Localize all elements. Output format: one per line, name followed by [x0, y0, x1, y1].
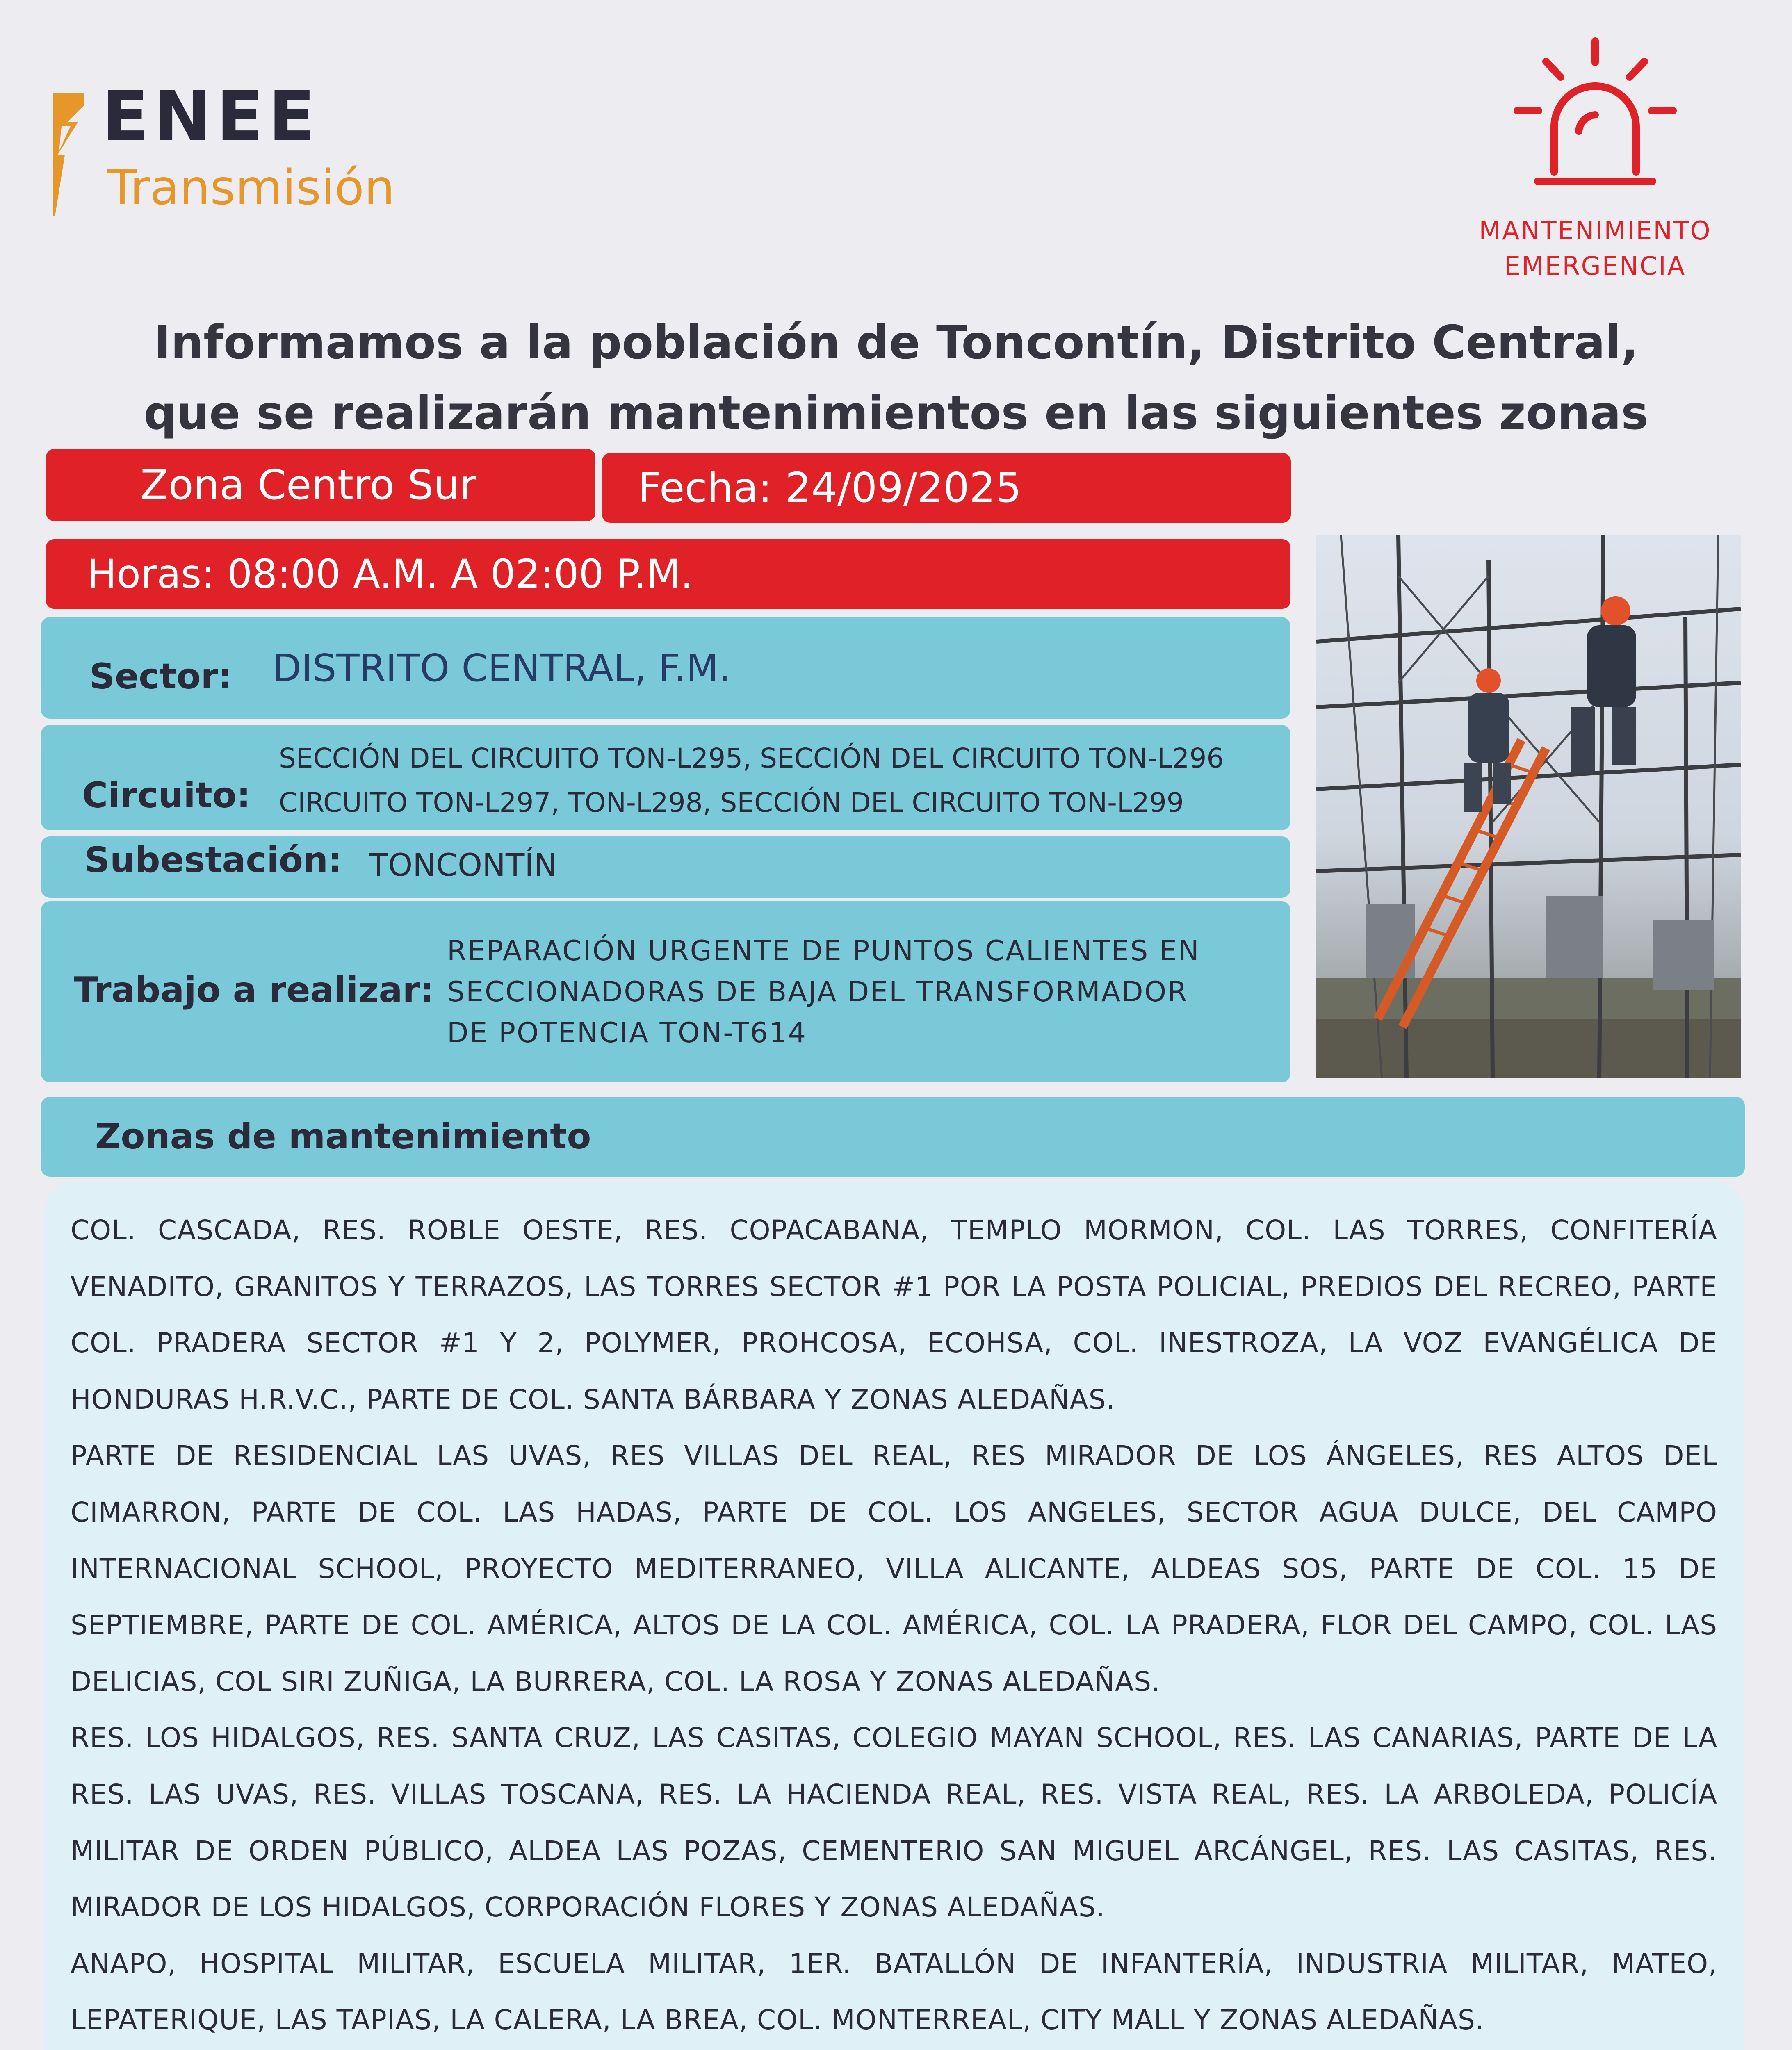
zona-badge: Zona Centro Sur — [46, 449, 595, 521]
zonas-panel — [43, 1181, 1744, 2050]
zonas-paragraph: PARTE DE RESIDENCIAL LAS UVAS, RES VILLAS DEL REAL, RES MIRADOR DE LOS ÁNGELES, RES ALTOS DEL CIMARRON, PARTE DE COL. LAS HADAS, PARTE DE COL. LOS ANGELES, SECTOR AGUA DULCE, DEL CAMPO INTERNACIONAL SCHOOL, PROYECTO MEDITERRANEO, VILLA ALICANTE, ALDEAS SOS, PARTE DE COL. 15 DE SEPTIEMBRE, PARTE DE COL. AMÉRICA, ALTOS DE LA COL. AMÉRICA, COL. LA PRADERA, FLOR DEL CAMPO, COL. LAS DELICIAS, COL SIRI ZUÑIGA, LA BURRERA, COL. LA ROSA Y ZONAS ALEDAÑAS. — [71, 1440, 1717, 1697]
subestacion-value: TONCONTÍN — [369, 847, 557, 883]
brand-subtitle: Transmisión — [107, 159, 395, 216]
trabajo-label: Trabajo a realizar: — [74, 970, 434, 1011]
zonas-paragraph: COL. CASCADA, RES. ROBLE OESTE, RES. COPACABANA, TEMPLO MORMON, COL. LAS TORRES, CONFITERÍA VENADITO, GRANITOS Y TERRAZOS, LAS TORRES SECTOR #1 POR LA POSTA POLICIAL, PREDIOS DEL RECREO, PARTE COL. PRADERA SECTOR #1 Y 2, POLYMER, PROHCOSA, ECOHSA, COL. INESTROZA, LA VOZ EVANGÉLICA DE HONDURAS H.R.V.C., PARTE DE COL. SANTA BÁRBARA Y ZONAS ALEDAÑAS. — [71, 1214, 1717, 1415]
circuito-line-1: SECCIÓN DEL CIRCUITO TON-L295, SECCIÓN DEL CIRCUITO TON-L296 — [279, 743, 1224, 774]
zonas-title: Zonas de mantenimiento — [95, 1116, 591, 1157]
trabajo-line-2: SECCIONADORAS DE BAJA DEL TRANSFORMADOR — [447, 976, 1188, 1008]
circuito-line-2: CIRCUITO TON-L297, TON-L298, SECCIÓN DEL CIRCUITO TON-L299 — [279, 787, 1184, 818]
sector-label: Sector: — [89, 656, 233, 697]
headline-line-1: Informamos a la población de Toncontín, Distrito Central, — [153, 316, 1639, 369]
subestacion-label: Subestación: — [84, 840, 342, 881]
trabajo-line-1: REPARACIÓN URGENTE DE PUNTOS CALIENTES EN — [447, 935, 1200, 967]
trabajo-line-3: DE POTENCIA TON-T614 — [447, 1017, 807, 1049]
circuito-label: Circuito: — [82, 775, 251, 816]
zonas-paragraph: ANAPO, HOSPITAL MILITAR, ESCUELA MILITAR, 1ER. BATALLÓN DE INFANTERÍA, INDUSTRIA MILITAR, MATEO, LEPATERIQUE, LAS TAPIAS, LA CALERA, LA BREA, COL. MONTERREAL, CITY MALL Y ZONAS ALEDAÑAS. — [71, 1947, 1717, 2036]
zonas-paragraph — [71, 2048, 1717, 2050]
maintenance-emergency-label — [1431, 213, 1759, 284]
alert-line-2: EMERGENCIA — [1504, 251, 1686, 281]
enee-logo-icon — [49, 93, 84, 216]
trabajo-value — [447, 931, 1200, 1054]
siren-icon — [1501, 37, 1689, 193]
sector-value: DISTRITO CENTRAL, F.M. — [272, 646, 731, 690]
horas-badge: Horas: 08:00 A.M. A 02:00 P.M. — [46, 539, 1290, 609]
headline-line-2: que se realizarán mantenimientos en las siguientes zonas — [144, 387, 1648, 440]
brand-name: ENEE — [102, 76, 320, 157]
headline — [49, 308, 1743, 449]
substation-workers-photo — [1316, 535, 1741, 1078]
zonas-paragraph: RES. LOS HIDALGOS, RES. SANTA CRUZ, LAS CASITAS, COLEGIO MAYAN SCHOOL, RES. LAS CANARIAS, PARTE DE LA RES. LAS UVAS, RES. VILLAS TOSCANA, RES. LA HACIENDA REAL, RES. VISTA REAL, RES. LA ARBOLEDA, POLICÍA MILITAR DE ORDEN PÚBLICO, ALDEA LAS POZAS, CEMENTERIO SAN MIGUEL ARCÁNGEL, RES. LAS CASITAS, RES. MIRADOR DE LOS HIDALGOS, CORPORACIÓN FLORES Y ZONAS ALEDAÑAS. — [71, 1722, 1717, 1923]
alert-line-1: MANTENIMIENTO — [1479, 216, 1712, 246]
fecha-badge: Fecha: 24/09/2025 — [602, 453, 1291, 523]
circuito-value — [279, 736, 1224, 825]
zonas-list — [71, 1202, 1717, 2050]
